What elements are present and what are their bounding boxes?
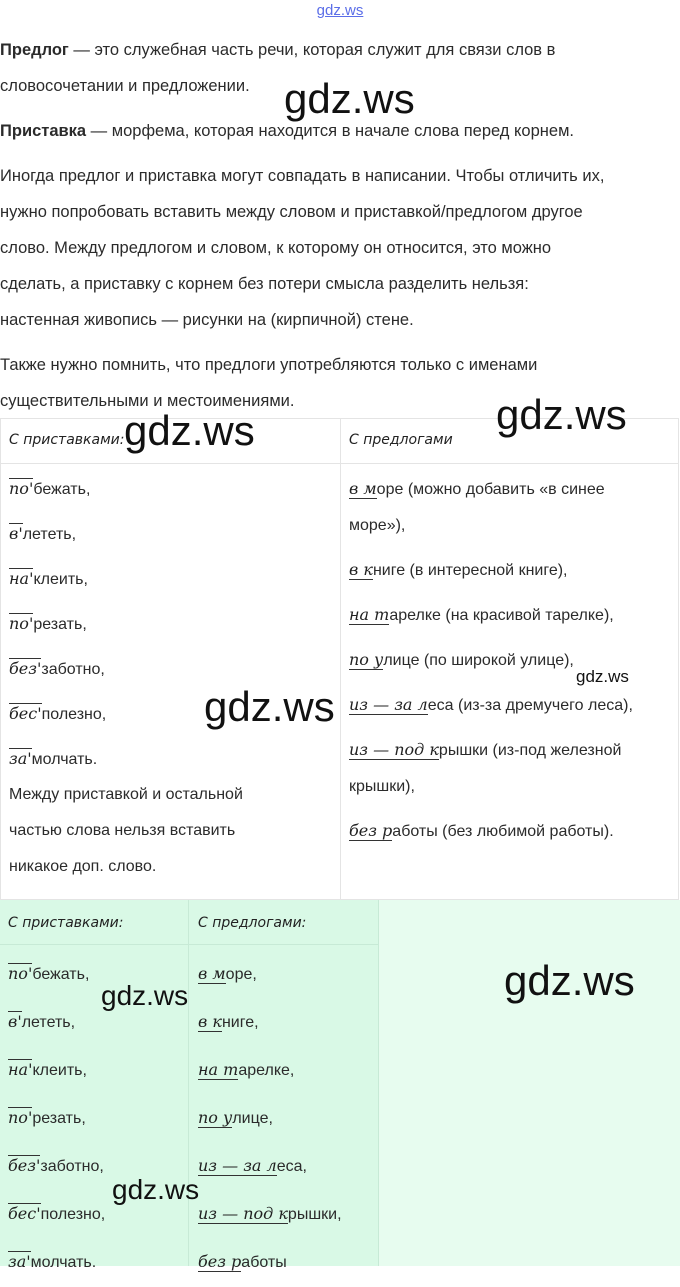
- text-line: нужно попробовать вставить между словом и приставкой/предлогом другое: [0, 203, 583, 221]
- preposition-mark: без р: [198, 1252, 242, 1271]
- text-line: настенная живопись — рисунки на (кирпичной) стене.: [0, 311, 414, 329]
- list-item: в море (можно добавить «в синее море»),: [349, 479, 605, 534]
- answer-table: [0, 900, 680, 1271]
- list-item: бес'полезно,: [9, 704, 107, 723]
- prefix-mark: без': [9, 659, 42, 678]
- watermark-logo: gdz.ws: [124, 407, 255, 454]
- definition-text: — морфема, которая находится в начале слова перед корнем.: [86, 122, 574, 140]
- list-item: из — под крышки,: [198, 1204, 342, 1223]
- prefix-mark: по': [9, 479, 34, 498]
- list-item: без работы (без любимой работы).: [349, 821, 614, 840]
- preposition-mark: по у: [198, 1108, 233, 1127]
- table-divider: [188, 900, 189, 1266]
- header-prefixes: С приставками:: [9, 432, 125, 448]
- prefix-column: [9, 466, 243, 885]
- preposition-mark: на т: [349, 605, 390, 624]
- prefix-mark: в': [9, 524, 23, 543]
- list-item: по'бежать,: [8, 964, 90, 983]
- preposition-mark: в к: [349, 560, 373, 579]
- preposition-column: [349, 471, 633, 858]
- preposition-mark: из — за л: [349, 695, 428, 714]
- table-divider: [378, 900, 379, 1266]
- prefix-note: Между приставкой и остальной частью слова нельзя вставить никакое доп. слово.: [9, 786, 243, 875]
- list-item: из — за леса (из-за дремучего леса),: [349, 695, 633, 714]
- prefix-mark: в': [8, 1012, 22, 1031]
- preposition-mark: по у: [349, 650, 384, 669]
- table-divider: [0, 944, 378, 945]
- list-item: из — под крышки (из-под железной крышки),: [349, 740, 622, 795]
- table-divider: [1, 463, 678, 464]
- term-preposition: Предлог: [0, 41, 69, 59]
- watermark-logo: gdz.ws: [101, 980, 189, 1011]
- header-prefixes: С приставками:: [8, 915, 124, 931]
- list-item: без работы: [198, 1252, 287, 1271]
- definition-text: — это служебная часть речи, которая служит для связи слов в: [68, 41, 556, 59]
- table-divider: [340, 419, 341, 899]
- list-item: в море,: [198, 964, 257, 983]
- prefix-mark: за': [8, 1252, 31, 1271]
- list-item: на'клеить,: [8, 1060, 87, 1079]
- watermark-logo: gdz.ws: [496, 391, 627, 438]
- preposition-mark: без р: [349, 821, 393, 840]
- list-item: на тарелке,: [198, 1060, 295, 1079]
- preposition-mark: на т: [198, 1060, 239, 1079]
- preposition-mark: из — за л: [198, 1156, 277, 1175]
- list-item: по улице (по широкой улице),: [349, 650, 574, 669]
- prefix-mark: бес': [8, 1204, 41, 1223]
- list-item: бес'полезно,: [8, 1204, 106, 1223]
- prefix-mark: по': [9, 614, 34, 633]
- list-item: за'молчать.: [8, 1252, 97, 1271]
- list-item: по'резать,: [8, 1108, 86, 1127]
- preposition-mark: в м: [198, 964, 226, 983]
- text-line: сделать, а приставку с корнем без потери смысла разделить нельзя:: [0, 275, 529, 293]
- watermark-logo: gdz.ws: [284, 75, 415, 122]
- list-item: в книге (в интересной книге),: [349, 560, 568, 579]
- preposition-mark: из — под к: [198, 1204, 288, 1223]
- prefix-mark: без': [8, 1156, 41, 1175]
- prefix-mark: бес': [9, 704, 42, 723]
- list-item: на'клеить,: [9, 569, 88, 588]
- text-line: существительными и местоимениями.: [0, 392, 295, 410]
- preposition-mark: из — под к: [349, 740, 439, 759]
- list-item: за'молчать.: [9, 749, 98, 768]
- comparison-table: [0, 418, 679, 900]
- list-item: на тарелке (на красивой тарелке),: [349, 605, 614, 624]
- watermark-logo: gdz.ws: [504, 957, 635, 1004]
- preposition-column: [198, 950, 342, 1286]
- prefix-mark: на': [8, 1060, 33, 1079]
- list-item: без'заботно,: [9, 659, 105, 678]
- watermark-logo: gdz.ws: [204, 683, 335, 730]
- prefix-mark: по': [8, 1108, 33, 1127]
- preposition-mark: в к: [198, 1012, 222, 1031]
- text-line: Также нужно помнить, что предлоги употребляются только с именами: [0, 356, 538, 374]
- header-prepositions: С предлогами: [349, 432, 453, 448]
- prefix-column: [8, 950, 105, 1286]
- header-prepositions: С предлогами:: [198, 915, 307, 931]
- list-item: по'резать,: [9, 614, 87, 633]
- list-item: в'лететь,: [8, 1012, 76, 1031]
- prefix-mark: на': [9, 569, 34, 588]
- list-item: в'лететь,: [9, 524, 77, 543]
- prefix-mark: по': [8, 964, 33, 983]
- list-item: в книге,: [198, 1012, 259, 1031]
- paragraph-difference: [0, 158, 676, 338]
- text-line: слово. Между предлогом и словом, к которому он относится, это можно: [0, 239, 552, 257]
- preposition-mark: в м: [349, 479, 377, 498]
- list-item: из — за леса,: [198, 1156, 307, 1175]
- definition-text: словосочетании и предложении.: [0, 77, 250, 95]
- prefix-mark: за': [9, 749, 32, 768]
- list-item: по'бежать,: [9, 479, 91, 498]
- term-prefix: Приставка: [0, 122, 87, 140]
- watermark-logo: gdz.ws: [576, 667, 629, 686]
- list-item: по улице,: [198, 1108, 273, 1127]
- site-link[interactable]: gdz.ws: [316, 2, 364, 19]
- watermark-logo: gdz.ws: [112, 1174, 200, 1205]
- text-line: Иногда предлог и приставка могут совпадать в написании. Чтобы отличить их,: [0, 167, 605, 185]
- list-item: без'заботно,: [8, 1156, 104, 1175]
